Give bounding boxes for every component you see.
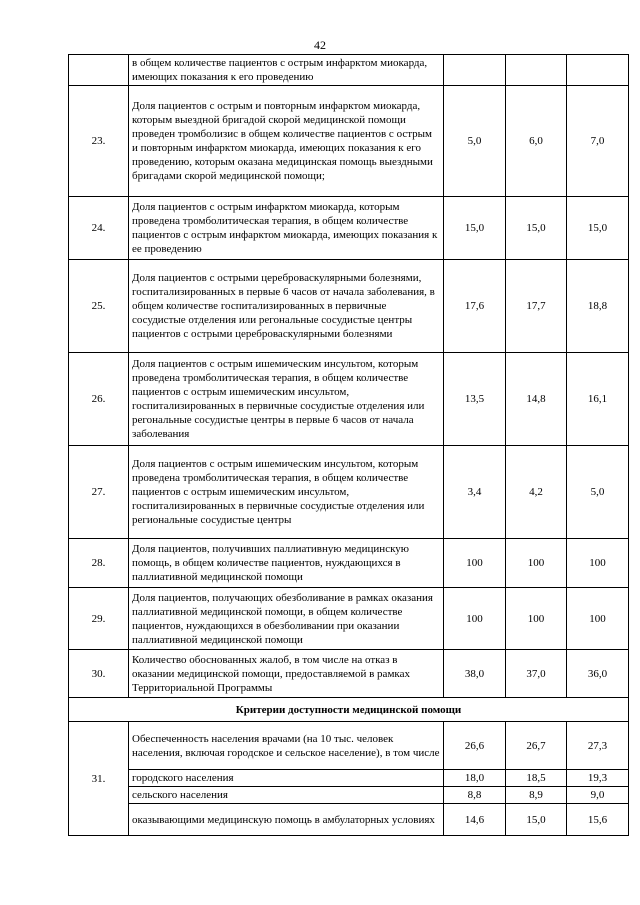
value-col-3: 5,0 [567,446,629,539]
value-col-2: 4,2 [506,446,567,539]
value-col-3: 15,6 [567,804,629,836]
row-number: 26. [69,353,129,446]
value-col-2: 26,7 [506,722,567,770]
value-col-1: 15,0 [444,197,506,260]
table-row [69,86,629,197]
value-col-3: 19,3 [567,770,629,787]
table-row [69,588,629,650]
table-row [69,539,629,588]
value-col-2: 100 [506,588,567,650]
value-col-2: 18,5 [506,770,567,787]
value-col-2: 14,8 [506,353,567,446]
value-col-1 [444,55,506,86]
value-col-3: 18,8 [567,260,629,353]
value-col-2: 17,7 [506,260,567,353]
section-header: Критерии доступности медицинской помощи [69,698,629,722]
table-row [69,722,629,770]
row-number: 27. [69,446,129,539]
row-description: в общем количестве пациентов с острым инфарктом миокарда, имеющих показания к его проведению [129,55,444,86]
value-col-1: 14,6 [444,804,506,836]
table-row [69,650,629,698]
value-col-3: 7,0 [567,86,629,197]
value-col-3: 27,3 [567,722,629,770]
value-col-2: 37,0 [506,650,567,698]
section-header-row [69,698,629,722]
criteria-table [68,54,629,836]
value-col-1: 18,0 [444,770,506,787]
row-description: Доля пациентов с острым инфарктом миокарда, которым проведена тромболитическая терапия, в общем количестве пациентов с острым инфарктом миокарда, имеющих показания к ее проведению [129,197,444,260]
value-col-2 [506,55,567,86]
value-col-2: 8,9 [506,787,567,804]
value-col-3 [567,55,629,86]
row-description: Доля пациентов, получающих обезболивание в рамках оказания паллиативной медицинской помощи, в общем количестве пациентов, нуждающихся в обезболивании при оказании паллиативной медицинской помощи [129,588,444,650]
value-col-3: 100 [567,539,629,588]
value-col-2: 15,0 [506,804,567,836]
row-description: Количество обоснованных жалоб, в том числе на отказ в оказании медицинской помощи, предоставляемой в рамках Территориальной Программы [129,650,444,698]
row-description: сельского населения [129,787,444,804]
row-description: оказывающими медицинскую помощь в амбулаторных условиях [129,804,444,836]
table-row [69,260,629,353]
page-number: 42 [314,38,326,52]
row-number: 29. [69,588,129,650]
row-description: городского населения [129,770,444,787]
value-col-1: 100 [444,588,506,650]
value-col-1: 13,5 [444,353,506,446]
row-description: Доля пациентов с острым ишемическим инсультом, которым проведена тромболитическая терапия, в общем количестве пациентов с острым ишемическим инсультом, госпитализированных в первичные сосудистые отделения или регональные сосудистые центры в первые 6 часов от начала заболевания [129,353,444,446]
value-col-2: 6,0 [506,86,567,197]
table-row [69,353,629,446]
table-row [69,787,629,804]
value-col-1: 17,6 [444,260,506,353]
row-description: Обеспеченность населения врачами (на 10 тыс. человек населения, включая городское и сельское население), в том числе [129,722,444,770]
row-number [69,55,129,86]
table-row [69,55,629,86]
table-row [69,804,629,836]
value-col-1: 5,0 [444,86,506,197]
table-row [69,446,629,539]
row-description: Доля пациентов, получивших паллиативную медицинскую помощь, в общем количестве пациентов, нуждающихся в паллиативной медицинской помощи [129,539,444,588]
row-number: 30. [69,650,129,698]
value-col-3: 36,0 [567,650,629,698]
value-col-3: 100 [567,588,629,650]
value-col-1: 26,6 [444,722,506,770]
value-col-1: 3,4 [444,446,506,539]
row-number: 31. [69,722,129,836]
row-number: 28. [69,539,129,588]
value-col-2: 15,0 [506,197,567,260]
value-col-1: 38,0 [444,650,506,698]
row-description: Доля пациентов с острым ишемическим инсультом, которым проведена тромболитическая терапия, в общем количестве пациентов с острым ишемическим инсультом, госпитализированных в первичные сосудистые отделения или региональные сосудистые центры [129,446,444,539]
value-col-1: 100 [444,539,506,588]
row-number: 25. [69,260,129,353]
row-description: Доля пациентов с острым и повторным инфарктом миокарда, которым выездной бригадой скорой медицинской помощи проведен тромболизис в общем количестве пациентов с острым и повторным инфарктом миокарда, имеющих показания к его проведению, которым оказана медицинская помощь выездными бригадами скорой медицинской помощи; [129,86,444,197]
table-row [69,197,629,260]
value-col-2: 100 [506,539,567,588]
row-description: Доля пациентов с острыми цереброваскулярными болезнями, госпитализированных в первые 6 часов от начала заболевания, в общем количестве госпитализированных в первичные сосудистые отделения или регональные сосудистые центры пациентов с острыми цереброваскулярными болезнями [129,260,444,353]
value-col-3: 16,1 [567,353,629,446]
value-col-3: 15,0 [567,197,629,260]
row-number: 23. [69,86,129,197]
table-row [69,770,629,787]
value-col-1: 8,8 [444,787,506,804]
value-col-3: 9,0 [567,787,629,804]
row-number: 24. [69,197,129,260]
